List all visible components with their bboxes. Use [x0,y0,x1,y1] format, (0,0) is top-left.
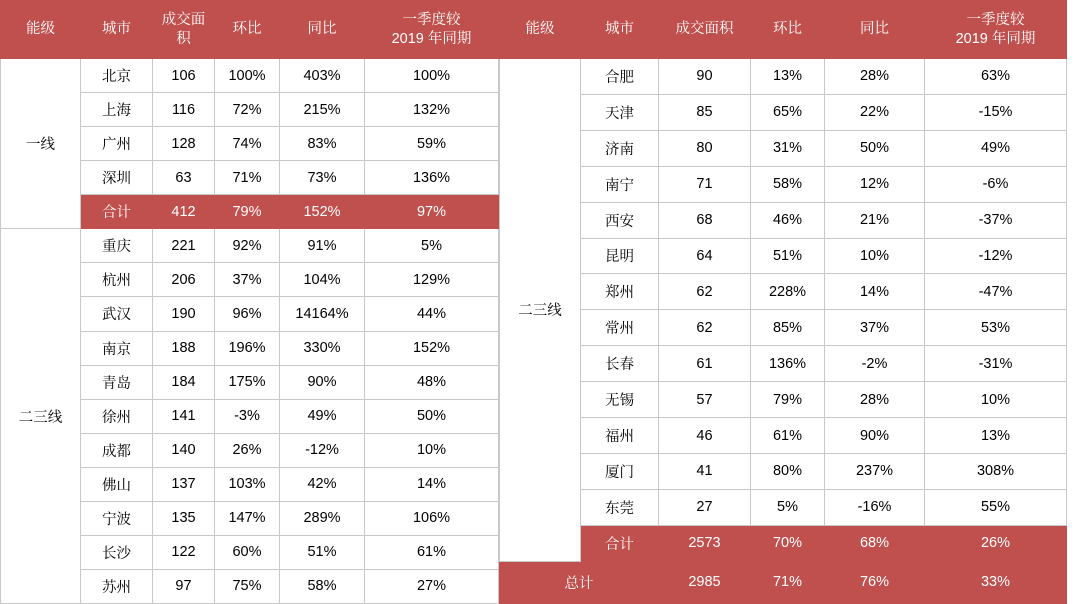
header-vs2019-line1: 一季度较 [402,12,461,29]
cell-mom: 71% [215,161,280,195]
cell-yoy: -2% [825,346,925,382]
right-table [499,0,1067,604]
cell-vs2019: 97% [365,195,499,229]
cell-area: 57 [659,382,751,418]
cell-yoy: 73% [280,161,365,195]
table-row [500,130,1067,166]
cell-yoy: -16% [825,489,925,525]
cell-mom: 65% [751,94,825,130]
cell-area: 116 [153,93,215,127]
cell-area: 2573 [659,525,751,561]
cell-yoy: 76% [825,561,925,603]
cell-yoy: 83% [280,127,365,161]
right-table-header-row [500,1,1067,59]
grand-total-label: 总计 [500,561,659,603]
cell-city: 宁波 [81,501,153,535]
cell-mom: 37% [215,263,280,297]
cell-mom: 46% [751,202,825,238]
table-row [500,418,1067,454]
cell-city: 青岛 [81,365,153,399]
cell-city: 济南 [581,130,659,166]
cell-yoy: 68% [825,525,925,561]
table-row [1,59,499,93]
cell-area: 190 [153,297,215,331]
table-row [500,453,1067,489]
cell-vs2019: 10% [365,433,499,467]
cell-area: 68 [659,202,751,238]
cell-city: 广州 [81,127,153,161]
grand-total-row [500,561,1067,603]
cell-yoy: 49% [280,399,365,433]
cell-city: 福州 [581,418,659,454]
cell-vs2019: 14% [365,467,499,501]
header-area [153,1,215,59]
cell-area: 412 [153,195,215,229]
cell-city: 徐州 [81,399,153,433]
cell-vs2019: 33% [925,561,1067,603]
cell-vs2019: 132% [365,93,499,127]
cell-mom: 60% [215,535,280,569]
cell-area: 90 [659,59,751,95]
cell-yoy: 50% [825,130,925,166]
cell-vs2019: 63% [925,59,1067,95]
table-row [500,59,1067,95]
cell-vs2019: 13% [925,418,1067,454]
table-row [1,229,499,263]
cell-yoy: 91% [280,229,365,263]
cell-mom: 96% [215,297,280,331]
cell-city: 杭州 [81,263,153,297]
cell-yoy: 330% [280,331,365,365]
cell-yoy: 403% [280,59,365,93]
cell-mom: 228% [751,274,825,310]
cell-mom: 79% [215,195,280,229]
cell-area: 64 [659,238,751,274]
header-tier: 能级 [1,1,81,59]
cell-city: 深圳 [81,161,153,195]
cell-vs2019: -15% [925,94,1067,130]
header-vs2019 [365,1,499,59]
cell-mom: 147% [215,501,280,535]
header-area-line1: 成交面 [161,12,206,29]
header-mom: 环比 [215,1,280,59]
cell-city: 合计 [81,195,153,229]
cell-city: 西安 [581,202,659,238]
cell-mom: 103% [215,467,280,501]
cell-city: 苏州 [81,569,153,603]
cell-mom: 58% [751,166,825,202]
cell-city: 常州 [581,310,659,346]
left-table-header-row [1,1,499,59]
cell-city: 天津 [581,94,659,130]
tier-label-second: 二三线 [1,229,81,604]
cell-vs2019: 100% [365,59,499,93]
cell-yoy: 37% [825,310,925,346]
tier-label-right: 二三线 [500,59,581,562]
cell-city: 成都 [81,433,153,467]
cell-area: 2985 [659,561,751,603]
cell-mom: 13% [751,59,825,95]
cell-mom: 92% [215,229,280,263]
cell-vs2019: 10% [925,382,1067,418]
cell-area: 80 [659,130,751,166]
cell-area: 97 [153,569,215,603]
cell-vs2019: 55% [925,489,1067,525]
cell-vs2019: -37% [925,202,1067,238]
table-row [500,202,1067,238]
cell-vs2019: 129% [365,263,499,297]
cell-area: 62 [659,274,751,310]
table-row [500,94,1067,130]
cell-area: 128 [153,127,215,161]
table-row [500,274,1067,310]
header-vs2019-line2: 2019 年同期 [955,30,1036,47]
cell-city: 合肥 [581,59,659,95]
tier-label-first: 一线 [1,59,81,229]
header-area-line2: 积 [176,30,191,47]
cell-vs2019: 152% [365,331,499,365]
cell-mom: 26% [215,433,280,467]
cell-yoy: 22% [825,94,925,130]
table-row [500,346,1067,382]
cell-mom: -3% [215,399,280,433]
cell-area: 85 [659,94,751,130]
header-city: 城市 [81,1,153,59]
header-mom: 环比 [751,1,825,59]
table-row [500,489,1067,525]
cell-mom: 70% [751,525,825,561]
cell-city: 合计 [581,525,659,561]
cell-city: 上海 [81,93,153,127]
cell-mom: 136% [751,346,825,382]
table-row [500,310,1067,346]
cell-yoy: 152% [280,195,365,229]
cell-area: 41 [659,453,751,489]
header-city: 城市 [581,1,659,59]
cell-yoy: 21% [825,202,925,238]
header-yoy: 同比 [280,1,365,59]
cell-area: 135 [153,501,215,535]
cell-yoy: 42% [280,467,365,501]
cell-area: 206 [153,263,215,297]
cell-mom: 51% [751,238,825,274]
cell-area: 188 [153,331,215,365]
cell-area: 141 [153,399,215,433]
header-tier: 能级 [500,1,581,59]
cell-vs2019: -47% [925,274,1067,310]
cell-vs2019: 5% [365,229,499,263]
cell-area: 61 [659,346,751,382]
cell-area: 62 [659,310,751,346]
cell-vs2019: 53% [925,310,1067,346]
cell-vs2019: 136% [365,161,499,195]
cell-vs2019: 49% [925,130,1067,166]
header-vs2019-line1: 一季度较 [966,12,1025,29]
cell-vs2019: 308% [925,453,1067,489]
header-vs2019-line2: 2019 年同期 [391,30,472,47]
cell-mom: 61% [751,418,825,454]
cell-mom: 72% [215,93,280,127]
cell-yoy: -12% [280,433,365,467]
cell-yoy: 14% [825,274,925,310]
cell-yoy: 90% [280,365,365,399]
cell-vs2019: 27% [365,569,499,603]
cell-mom: 75% [215,569,280,603]
cell-area: 184 [153,365,215,399]
cell-area: 71 [659,166,751,202]
cell-yoy: 51% [280,535,365,569]
cell-area: 122 [153,535,215,569]
cell-area: 46 [659,418,751,454]
cell-city: 武汉 [81,297,153,331]
table-row [500,238,1067,274]
cell-yoy: 104% [280,263,365,297]
cell-mom: 80% [751,453,825,489]
cell-yoy: 12% [825,166,925,202]
cell-vs2019: -31% [925,346,1067,382]
cell-mom: 196% [215,331,280,365]
cell-vs2019: -6% [925,166,1067,202]
table-row [500,382,1067,418]
header-yoy: 同比 [825,1,925,59]
cell-city: 长沙 [81,535,153,569]
cell-vs2019: 61% [365,535,499,569]
cell-vs2019: 26% [925,525,1067,561]
cell-city: 无锡 [581,382,659,418]
cell-yoy: 215% [280,93,365,127]
cell-area: 63 [153,161,215,195]
cell-area: 221 [153,229,215,263]
cell-mom: 85% [751,310,825,346]
cell-yoy: 90% [825,418,925,454]
cell-mom: 175% [215,365,280,399]
header-vs2019 [925,1,1067,59]
cell-vs2019: 50% [365,399,499,433]
cell-city: 重庆 [81,229,153,263]
subtotal-row-tier23 [500,525,1067,561]
cell-mom: 100% [215,59,280,93]
cell-vs2019: 44% [365,297,499,331]
cell-mom: 79% [751,382,825,418]
cell-yoy: 237% [825,453,925,489]
cell-vs2019: 48% [365,365,499,399]
cell-yoy: 14164% [280,297,365,331]
cell-city: 长春 [581,346,659,382]
cell-city: 北京 [81,59,153,93]
cell-area: 137 [153,467,215,501]
cell-area: 140 [153,433,215,467]
cell-city: 佛山 [81,467,153,501]
cell-mom: 71% [751,561,825,603]
left-table [0,0,499,604]
cell-vs2019: -12% [925,238,1067,274]
cell-area: 27 [659,489,751,525]
cell-yoy: 289% [280,501,365,535]
cell-city: 南京 [81,331,153,365]
cell-mom: 31% [751,130,825,166]
header-area: 成交面积 [659,1,751,59]
cell-yoy: 28% [825,59,925,95]
cell-city: 厦门 [581,453,659,489]
cell-yoy: 58% [280,569,365,603]
cell-mom: 74% [215,127,280,161]
cell-city: 昆明 [581,238,659,274]
table-row [500,166,1067,202]
cell-city: 东莞 [581,489,659,525]
cell-mom: 5% [751,489,825,525]
cell-city: 郑州 [581,274,659,310]
cell-yoy: 28% [825,382,925,418]
cell-vs2019: 59% [365,127,499,161]
cell-city: 南宁 [581,166,659,202]
cell-yoy: 10% [825,238,925,274]
cell-vs2019: 106% [365,501,499,535]
cell-area: 106 [153,59,215,93]
